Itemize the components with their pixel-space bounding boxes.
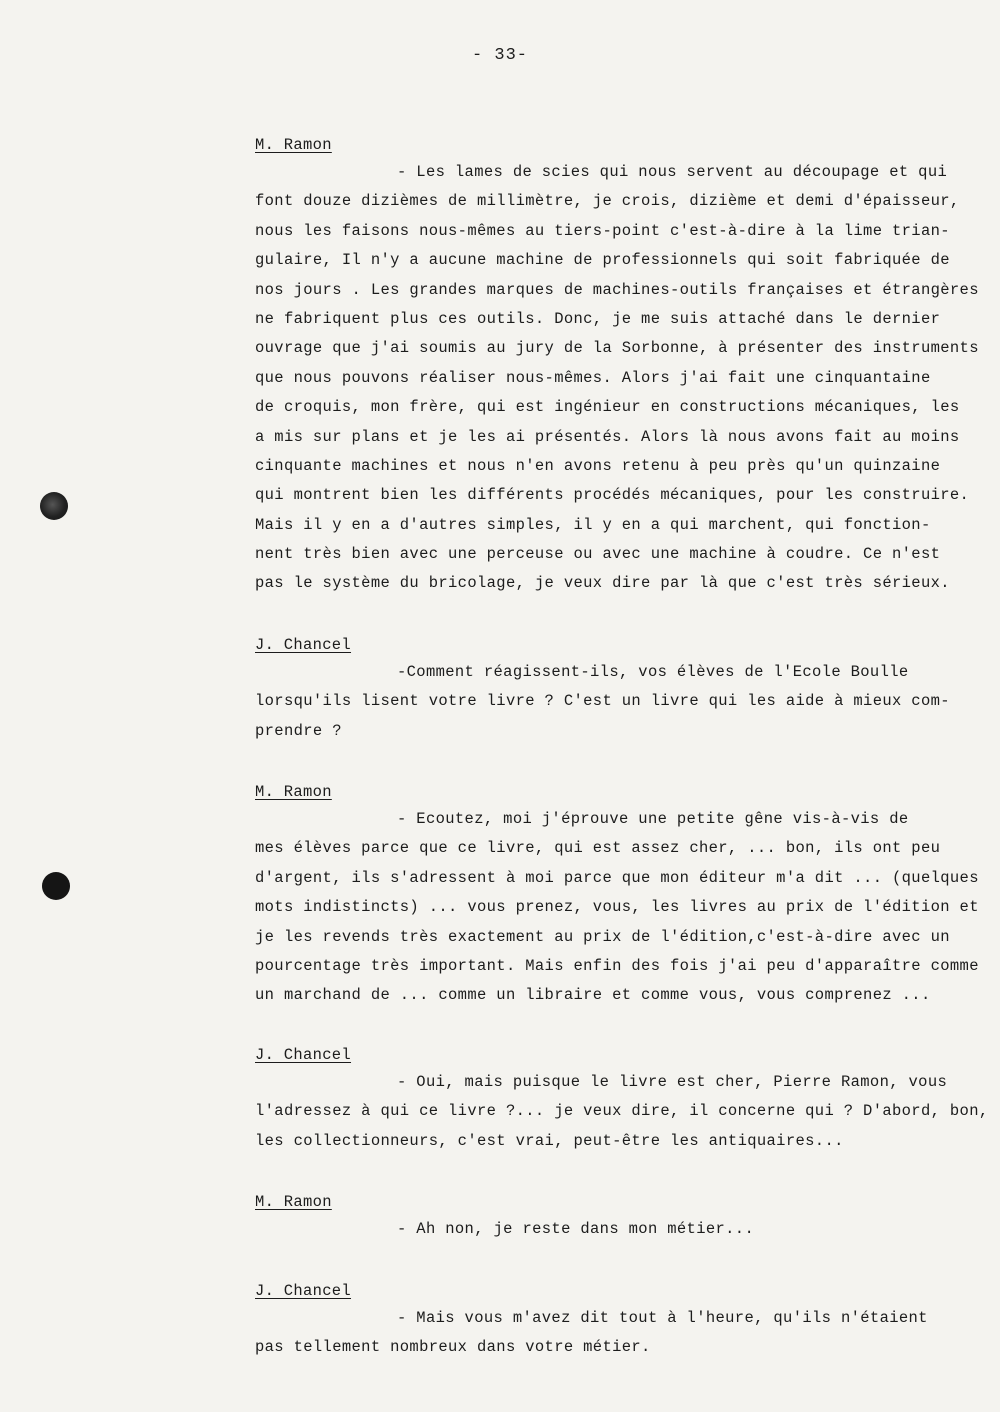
text-line: nous les faisons nous-mêmes au tiers-point c'est-à-dire à la lime trian- bbox=[255, 221, 950, 240]
text-line: les collectionneurs, c'est vrai, peut-être les antiquaires... bbox=[255, 1131, 844, 1150]
page-number: - 33- bbox=[471, 46, 528, 65]
text-line: pas le système du bricolage, je veux dire par là que c'est très sérieux. bbox=[255, 574, 950, 593]
text-line: gulaire, Il n'y a aucune machine de professionnels qui soit fabriquée de bbox=[255, 251, 950, 270]
text-line: lorsqu'ils lisent votre livre ? C'est un livre qui les aide à mieux com- bbox=[255, 692, 950, 711]
text-line: -Comment réagissent-ils, vos élèves de l'Ecole Boulle bbox=[397, 663, 909, 681]
text-line: pas tellement nombreux dans votre métier. bbox=[255, 1338, 651, 1357]
dialogue-entry bbox=[255, 636, 990, 746]
text-line: l'adressez à qui ce livre ?... je veux dire, il concerne qui ? D'abord, bon, bbox=[255, 1102, 989, 1121]
text-line: un marchand de ... comme un libraire et comme vous, vous comprenez ... bbox=[255, 986, 931, 1005]
dialogue-entry bbox=[255, 1282, 990, 1363]
dialogue-entry bbox=[255, 136, 990, 599]
speaker-name: M. Ramon bbox=[255, 1193, 332, 1211]
speaker-name: M. Ramon bbox=[255, 783, 332, 801]
text-line: cinquante machines et nous n'en avons retenu à peu près qu'un quinzaine bbox=[255, 456, 941, 475]
text-line: que nous pouvons réaliser nous-mêmes. Alors j'ai fait une cinquantaine bbox=[255, 368, 931, 387]
text-line: - Mais vous m'avez dit tout à l'heure, qu'ils n'étaient bbox=[397, 1309, 928, 1327]
text-line: ne fabriquent plus ces outils. Donc, je me suis attaché dans le dernier bbox=[255, 309, 941, 328]
text-line: ouvrage que j'ai soumis au jury de la Sorbonne, à présenter des instruments bbox=[255, 339, 979, 358]
dialogue-entry bbox=[255, 1046, 990, 1156]
text-line: nos jours . Les grandes marques de machines-outils françaises et étrangères bbox=[255, 280, 979, 299]
speaker-name: J. Chancel bbox=[255, 636, 352, 654]
text-line: a mis sur plans et je les ai présentés. Alors là nous avons fait au moins bbox=[255, 427, 960, 446]
text-line: - Ah non, je reste dans mon métier... bbox=[397, 1220, 755, 1238]
text-line: font douze dizièmes de millimètre, je crois, dizième et demi d'épaisseur, bbox=[255, 192, 960, 211]
text-line: nent très bien avec une perceuse ou avec une machine à coudre. Ce n'est bbox=[255, 545, 941, 564]
text-line: pourcentage très important. Mais enfin des fois j'ai peu d'apparaître comme bbox=[255, 956, 979, 975]
punch-hole-top bbox=[40, 492, 68, 520]
text-line: - Oui, mais puisque le livre est cher, Pierre Ramon, vous bbox=[397, 1073, 948, 1091]
speaker-name: M. Ramon bbox=[255, 136, 332, 154]
text-line: mes élèves parce que ce livre, qui est assez cher, ... bon, ils ont peu bbox=[255, 839, 941, 858]
text-line: Mais il y en a d'autres simples, il y en a qui marchent, qui fonction- bbox=[255, 515, 931, 534]
text-line: de croquis, mon frère, qui est ingénieur en constructions mécaniques, les bbox=[255, 398, 960, 417]
dialogue-entry bbox=[255, 1193, 990, 1244]
speaker-name: J. Chancel bbox=[255, 1046, 352, 1064]
text-line: qui montrent bien les différents procédés mécaniques, pour les construire. bbox=[255, 486, 970, 505]
text-line: je les revends très exactement au prix de l'édition,c'est-à-dire avec un bbox=[255, 927, 950, 946]
speaker-name: J. Chancel bbox=[255, 1282, 352, 1300]
text-line: mots indistincts) ... vous prenez, vous, les livres au prix de l'édition et bbox=[255, 898, 979, 917]
punch-hole-bottom bbox=[42, 872, 70, 900]
dialogue-entry bbox=[255, 783, 990, 1011]
text-line: - Les lames de scies qui nous servent au découpage et qui bbox=[397, 163, 948, 181]
text-line: prendre ? bbox=[255, 721, 342, 740]
text-line: d'argent, ils s'adressent à moi parce que mon éditeur m'a dit ... (quelques bbox=[255, 868, 979, 887]
text-line: - Ecoutez, moi j'éprouve une petite gêne vis-à-vis de bbox=[397, 810, 909, 828]
